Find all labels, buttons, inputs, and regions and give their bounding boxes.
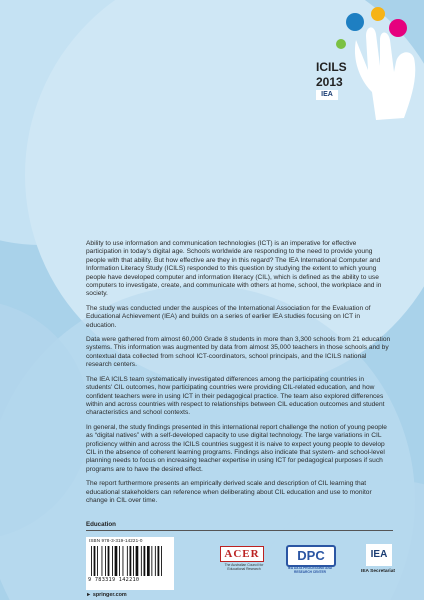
barcode-bar [136,546,139,576]
barcode-icon [89,546,171,576]
iea-caption: IEA Secretariat [361,569,395,574]
acer-logo [220,546,264,562]
barcode-digits: 9 783319 142210 [88,577,140,583]
barcode-bar [133,546,134,576]
logo-dot-blue [346,13,364,31]
cover-description [86,240,392,511]
logo-dot-pink [389,19,407,37]
barcode-bar [91,546,92,576]
iea-logo [366,544,392,566]
logo-dot-green [336,39,346,49]
barcode-bar [94,546,96,576]
divider [86,530,393,531]
barcode-bar [161,546,162,576]
barcode-bar [105,546,106,576]
category-label: Education [86,521,116,528]
dpc-caption: IEA DATA PROCESSING AND RESEARCH CENTER [287,566,333,574]
barcode-bar [108,546,110,576]
barcode-bar [97,546,98,576]
logo-dot-yellow [371,7,385,21]
barcode-bar [119,546,120,576]
barcode-bar [147,546,150,576]
barcode-bar [130,546,132,576]
barcode-bar [151,546,152,576]
barcode-bar [141,546,142,576]
dpc-letters: DPC [297,548,325,563]
logo-word: ICILS [316,60,347,74]
barcode-bar [144,546,146,576]
barcode-bar [115,546,118,576]
isbn-text: ISBN 978-3-319-14221-0 [89,538,143,543]
paragraph-intro: Ability to use information and communication technologies (ICT) is an imperative for effective participation in today's digital age. Schools worldwide are responding to the need to provide young people with that ability. But how effective are they in this regard? The IEA International Computer and Information Literacy Study (ICILS) responded to this question by studying the extent to which young people have developed computer and information literacy (CIL), which is defined as the ability to use computers to investigate, create, and communicate with others at home, school, the workplace and in society. [86,240,382,298]
barcode-bar [155,546,156,576]
paragraph-data: Data were gathered from almost 60,000 Grade 8 students in more than 3,300 schools from 21 education systems. This information was augmented by data from almost 35,000 teachers in those schools and by contextual data collected from school ICT-coordinators, school principals, and the ICILS national research centers. [86,336,391,369]
paragraph-scale: The report furthermore presents an empirically derived scale and description of CIL learning that educational stakeholders can reference when deliberating about CIL education and use to monitor change in CIL over time. [86,480,372,504]
acer-caption: The Australian Council for Educational Research [224,563,264,572]
dpc-logo [286,545,336,567]
barcode-bar [123,546,124,576]
arrow-icon: ► [86,592,93,598]
publisher-link[interactable] [86,592,127,598]
acer-letters: ACER [224,548,260,560]
paragraph-investigation: The IEA ICILS team systematically investigated differences among the participating countries in students' CIL outcomes, how participating countries were providing CIL-related education, and how confident teachers were in using ICT in their pedagogical practice. The team also explored differences within and across countries with respect to relationships between CIL education outcomes and student characteristics and school contexts. [86,375,385,417]
paragraph-auspices: The study was conducted under the auspices of the International Association for the Evaluation of Educational Achievement (IEA) and builds on a series of earlier IEA studies focusing on ICT in education. [86,304,371,329]
paragraph-findings: In general, the study findings presented in this international report challenge the notion of young people as “digital natives” with a self-developed capacity to use digital technology. The large variations in CIL proficiency within and across the ICILS countries suggest it is naive to expect young people to develop CIL in the absence of coherent learning programs. Findings also indicate that system- and school-level planning needs to focus on increasing teacher expertise in using ICT for pedagogical purposes if such programs are to have the desired effect. [86,423,387,473]
barcode-bar [158,546,160,576]
logo-year: 2013 [316,75,343,89]
barcode-bar [112,546,113,576]
barcode-bar [127,546,128,576]
isbn-block [86,537,174,590]
iea-letters: IEA [370,549,388,560]
logo-iea-badge: IEA [316,90,338,100]
publisher-url: springer.com [92,592,127,598]
barcode-bar [102,546,103,576]
